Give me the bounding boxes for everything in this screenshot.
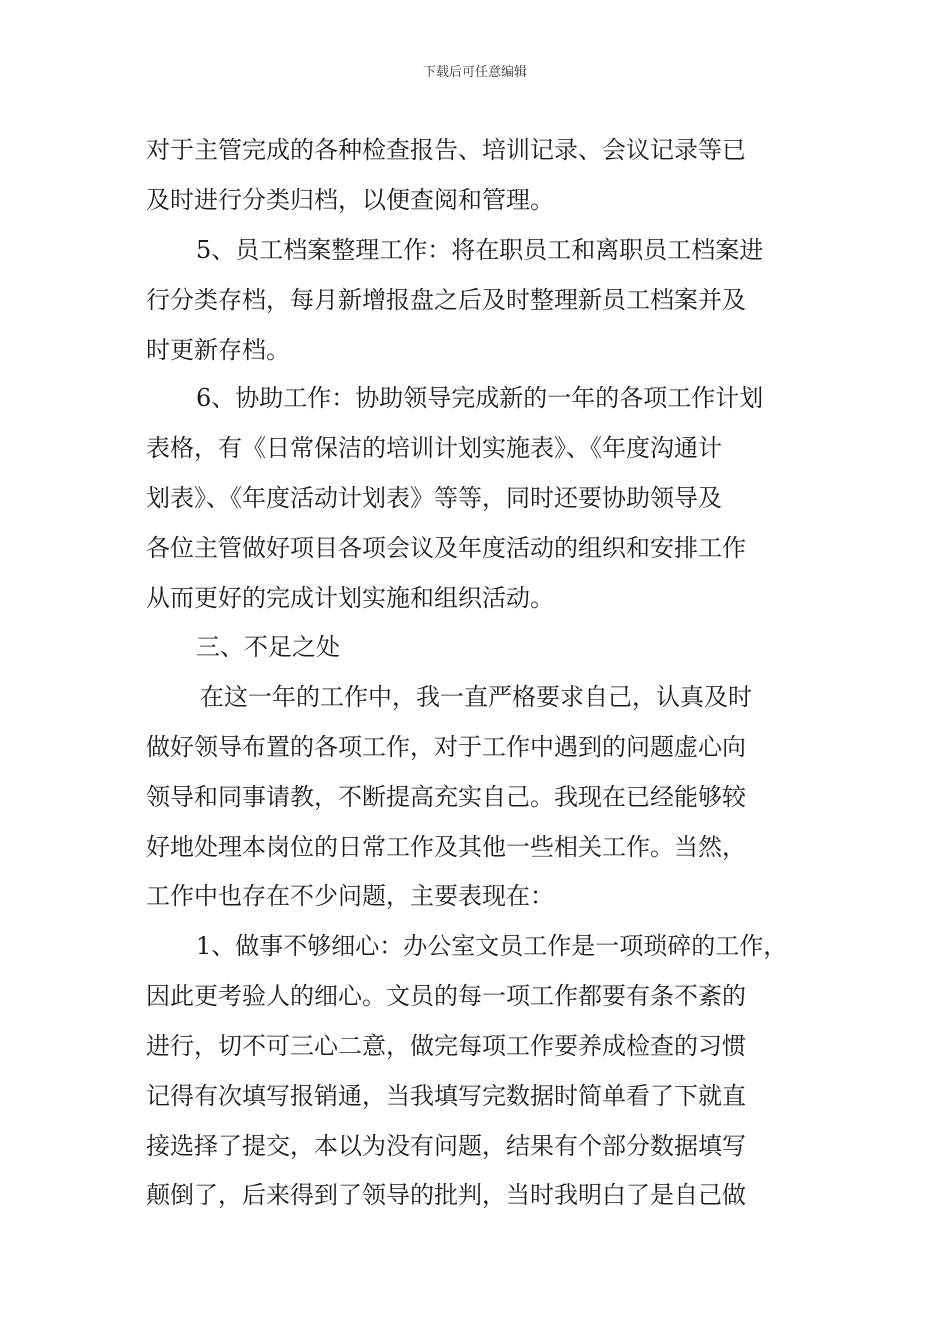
paragraph-line: 6、协助工作：协助领导完成新的一年的各项工作计划 <box>196 384 764 412</box>
paragraph-line: 1、做事不够细心：办公室文员工作是一项琐碎的工作， <box>196 932 788 960</box>
paragraph-line: 进行，切不可三心二意，做完每项工作要养成检查的习惯 <box>146 1032 746 1060</box>
paragraph-line: 5、员工档案整理工作：将在职员工和离职员工档案进 <box>196 236 764 264</box>
paragraph-line: 表格，有《日常保洁的培训计划实施表》、《年度沟通计 <box>146 434 722 462</box>
paragraph-line: 划表》、《年度活动计划表》等等，同时还要协助领导及 <box>146 484 722 512</box>
paragraph-line: 从而更好的完成计划实施和组织活动。 <box>146 584 554 612</box>
paragraph-line: 在这一年的工作中，我一直严格要求自己，认真及时 <box>200 683 752 711</box>
section-heading: 三、不足之处 <box>196 633 340 661</box>
paragraph-line: 颠倒了，后来得到了领导的批判，当时我明白了是自己做 <box>146 1181 746 1209</box>
paragraph-line: 因此更考验人的细心。文员的每一项工作都要有条不紊的 <box>146 982 746 1010</box>
paragraph-line: 领导和同事请教，不断提高充实自己。我现在已经能够较 <box>146 783 746 811</box>
page-header: 下载后可任意编辑 <box>422 65 527 80</box>
paragraph-line: 及时进行分类归档，以便查阅和管理。 <box>146 186 554 214</box>
paragraph-line: 时更新存档。 <box>146 336 290 364</box>
paragraph-line: 接选择了提交，本以为没有问题，结果有个部分数据填写 <box>146 1132 746 1160</box>
paragraph-line: 行分类存档，每月新增报盘之后及时整理新员工档案并及 <box>146 286 746 314</box>
paragraph-line: 记得有次填写报销通，当我填写完数据时简单看了下就直 <box>146 1082 746 1110</box>
paragraph-line: 工作中也存在不少问题，主要表现在： <box>146 882 554 910</box>
paragraph-line: 对于主管完成的各种检查报告、培训记录、会议记录等已 <box>146 136 746 164</box>
paragraph-line: 做好领导布置的各项工作，对于工作中遇到的问题虚心向 <box>146 733 746 761</box>
paragraph-line: 各位主管做好项目各项会议及年度活动的组织和安排工作 <box>146 534 746 562</box>
paragraph-line: 好地处理本岗位的日常工作及其他一些相关工作。当然， <box>146 833 746 861</box>
